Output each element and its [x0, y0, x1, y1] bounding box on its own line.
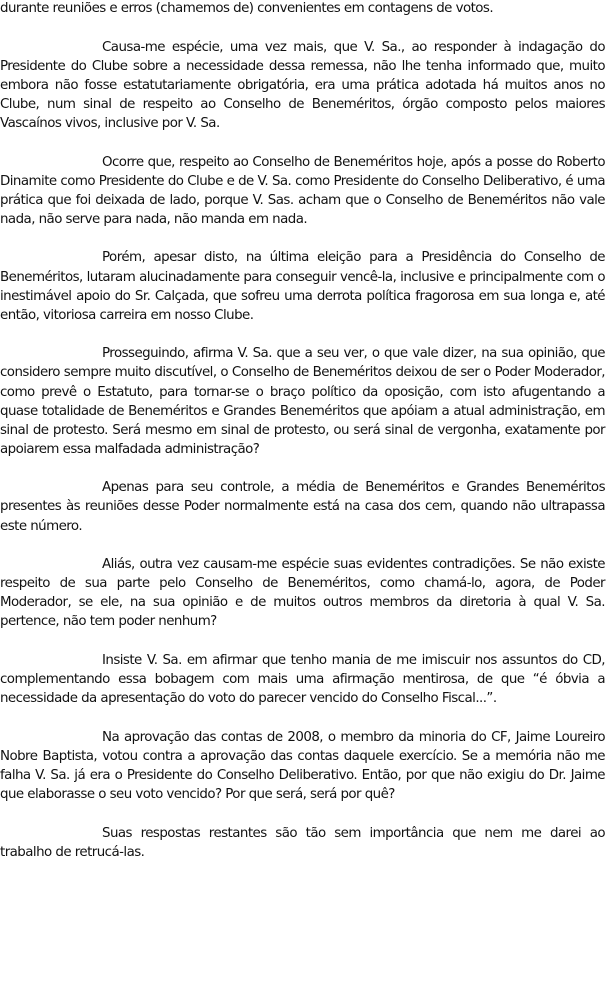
paragraph-eleicao: Porém, apesar disto, na última eleição para a Presidência do Conselho de Beneméritos, lutaram alucinadamente para conseguir vencê-la, inclusive e principalmente com o inestimável apoio do Sr. Calçada, que sofreu uma derrota política fragorosa em sua longa e, até então, vitoriosa carreira em nosso Clube.: [0, 250, 605, 323]
paragraph-remessa: Causa-me espécie, uma vez mais, que V. Sa., ao responder à indagação do Presidente do Clube sobre a necessidade dessa remessa, não lhe tenha informado que, muito embora não fosse estatutariamente obrigatória, era uma prática adotada há muitos anos no Clube, num sinal de respeito ao Conselho de Beneméritos, órgão composto pelos maiores Vascaínos vivos, inclusive por V. Sa.: [0, 39, 605, 131]
paragraph-respostas: Suas respostas restantes são tão sem importância que nem me darei ao trabalho de retrucá-las.: [0, 825, 605, 860]
paragraph-respeito: Ocorre que, respeito ao Conselho de Beneméritos hoje, após a posse do Roberto Dinamite como Presidente do Clube e de V. Sa. como Presidente do Conselho Deliberativo, é uma prática que foi deixada de lado, porque V. Sas. acham que o Conselho de Beneméritos não vale nada, não serve para nada, não manda em nada.: [0, 154, 605, 227]
paragraph-media: Apenas para seu controle, a média de Beneméritos e Grandes Beneméritos presentes às reuniões desse Poder normalmente está na casa dos cem, quando não ultrapassa este número.: [0, 480, 605, 534]
paragraph-poder-moderador: Prosseguindo, afirma V. Sa. que a seu ver, o que vale dizer, na sua opinião, que considero sempre muito discutível, o Conselho de Beneméritos deixou de ser o Poder Moderador, como prevê o Estatuto, para tornar-se o braço político da oposição, com isto afugentando a quase totalidade de Beneméritos e Grandes Beneméritos que apóiam a atual administração, em sinal de protesto. Será mesmo em sinal de protesto, ou será sinal de vergonha, exatamente por apoiarem essa malfadada administração?: [0, 346, 605, 457]
paragraph-continuation: durante reuniões e erros (chamemos de) convenientes em contagens de votos.: [0, 1, 494, 16]
paragraph-mania: Insiste V. Sa. em afirmar que tenho mania de me imiscuir nos assuntos do CD, complementando essa bobagem com mais uma afirmação mentirosa, de que “é óbvia a necessidade da apresentação do voto do parecer vencido do Conselho Fiscal...”.: [0, 653, 605, 707]
paragraph-contradicoes: Aliás, outra vez causam-me espécie suas evidentes contradições. Se não existe respeito de sua parte pelo Conselho de Beneméritos, como chamá-lo, agora, de Poder Moderador, se ele, na sua opinião e de muitos outros membros da diretoria à qual V. Sa. pertence, não tem poder nenhum?: [0, 557, 605, 630]
paragraph-contas-2008: Na aprovação das contas de 2008, o membro da minoria do CF, Jaime Loureiro Nobre Baptista, votou contra a aprovação das contas daquele exercício. Se a memória não me falha V. Sa. já era o Presidente do Conselho Deliberativo. Então, por que não exigiu do Dr. Jaime que elaborasse o seu voto vencido? Por que será, será por quê?: [0, 729, 605, 803]
